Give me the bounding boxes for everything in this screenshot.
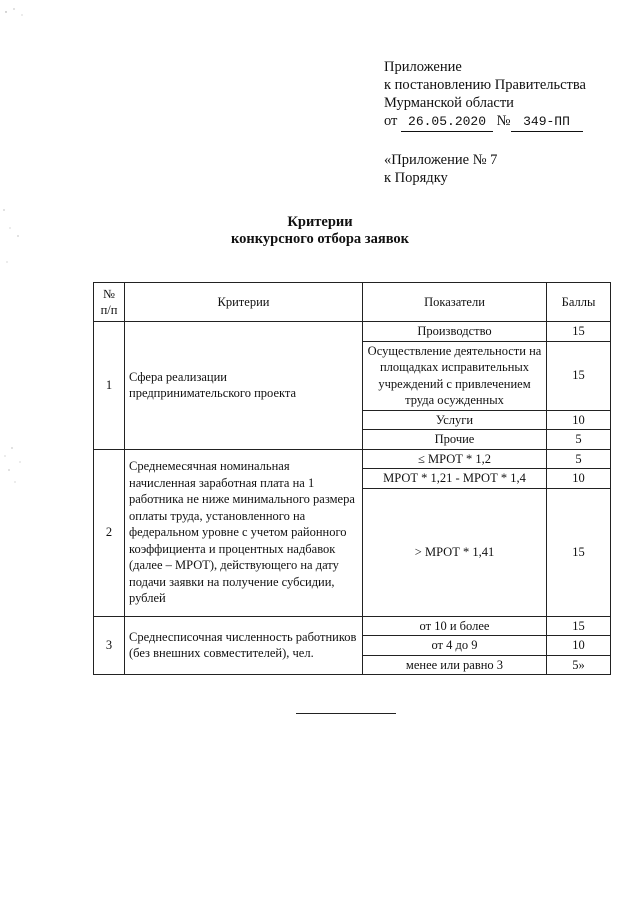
points-cell: 5» <box>547 655 611 675</box>
appendix-7-label: «Приложение № 7 <box>384 152 498 168</box>
decree-date-number <box>384 112 586 132</box>
title-line-1: Критерии <box>287 214 353 230</box>
header-points: Баллы <box>547 283 611 322</box>
row-number: 2 <box>94 449 125 616</box>
header-no-line1: № <box>103 286 115 301</box>
points-cell: 10 <box>547 469 611 489</box>
indicator-cell: > МРОТ * 1,41 <box>363 488 547 616</box>
points-cell: 10 <box>547 636 611 656</box>
document-title <box>0 214 640 248</box>
closing-rule <box>296 713 396 714</box>
row-number: 3 <box>94 616 125 675</box>
decree-number: 349-ПП <box>511 113 583 132</box>
appendix-label: Приложение <box>384 59 462 75</box>
points-cell: 10 <box>547 410 611 430</box>
points-cell: 5 <box>547 449 611 469</box>
points-cell: 5 <box>547 430 611 450</box>
table-row <box>94 322 611 342</box>
table-row <box>94 449 611 469</box>
criterion-cell <box>125 322 363 450</box>
scan-noise <box>0 0 30 905</box>
indicator-cell: МРОТ * 1,21 - МРОТ * 1,4 <box>363 469 547 489</box>
criterion-text-line2: предпринимательского проекта <box>129 386 297 401</box>
criterion-text-line1: Сфера реализации <box>129 369 227 384</box>
indicator-cell: Услуги <box>363 410 547 430</box>
points-cell: 15 <box>547 616 611 636</box>
title-line-2: конкурсного отбора заявок <box>230 231 410 247</box>
points-cell: 15 <box>547 341 611 410</box>
decree-date: 26.05.2020 <box>401 113 493 132</box>
date-prefix: от <box>384 113 398 129</box>
indicator-cell: менее или равно 3 <box>363 655 547 675</box>
region-name: Мурманской области <box>384 95 514 111</box>
criterion-cell: Среднесписочная численность работников (без внешних совместителей), чел. <box>125 616 363 675</box>
procedure-reference: к Порядку <box>384 170 448 186</box>
indicator-cell: ≤ МРОТ * 1,2 <box>363 449 547 469</box>
table-header-row <box>94 283 611 322</box>
indicator-cell: Производство <box>363 322 547 342</box>
indicator-cell: Осуществление деятельности на площадках исправительных учреждений с привлечением труда осужденных <box>363 341 547 410</box>
indicator-cell: от 4 до 9 <box>363 636 547 656</box>
indicator-cell: от 10 и более <box>363 616 547 636</box>
appendix-header <box>384 58 586 187</box>
points-cell: 15 <box>547 488 611 616</box>
header-criteria: Критерии <box>125 283 363 322</box>
number-sign: № <box>496 113 511 129</box>
header-no <box>94 283 125 322</box>
criterion-cell: Среднемесячная номинальная начисленная заработная плата на 1 работника не ниже минимального размера оплаты труда, установленного на федеральном уровне с учетом районного коэффициента и процентных надбавок (далее – МРОТ), действующего на дату подачи заявки на получение субсидии, рублей <box>125 449 363 616</box>
header-no-line2: п/п <box>100 303 118 317</box>
indicator-cell: Прочие <box>363 430 547 450</box>
points-cell: 15 <box>547 322 611 342</box>
header-indicators: Показатели <box>363 283 547 322</box>
row-number: 1 <box>94 322 125 450</box>
criteria-table <box>93 282 611 675</box>
table-row <box>94 616 611 636</box>
decree-reference: к постановлению Правительства <box>384 77 586 93</box>
